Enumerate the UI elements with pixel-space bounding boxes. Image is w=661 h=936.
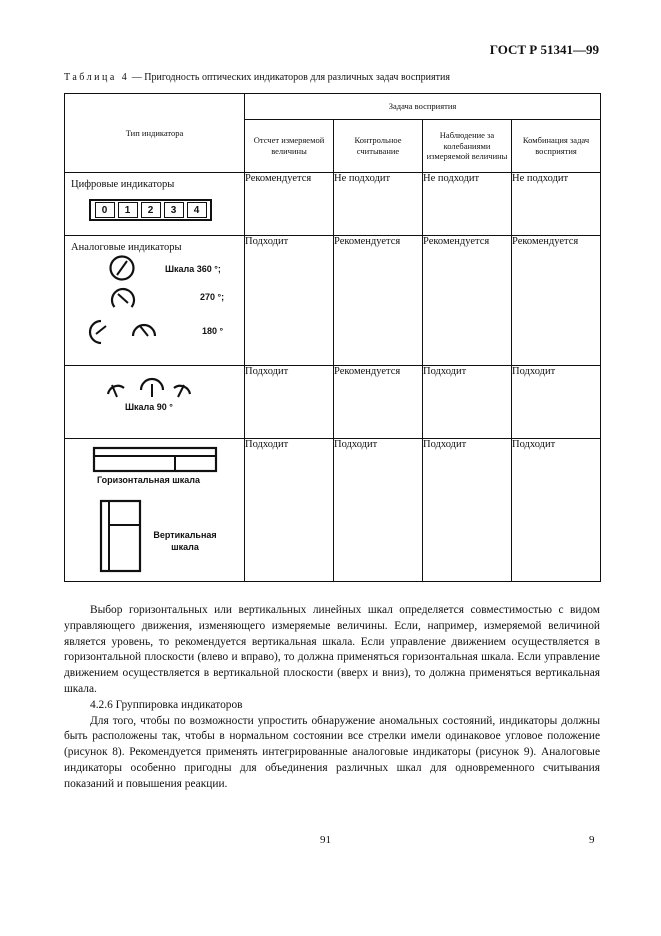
digit: 3 [164, 202, 184, 218]
suitability-cell: Подходит [245, 366, 334, 439]
header-task-combination: Комбинация задач восприятия [512, 120, 601, 173]
suitability-cell: Подходит [245, 236, 334, 366]
linear-scale-label: Горизонтальная шкала [97, 475, 200, 485]
digit: 4 [187, 202, 207, 218]
table-row [65, 173, 601, 236]
indicator-type-cell [65, 173, 245, 236]
indicator-type-cell [65, 439, 245, 582]
suitability-cell: Подходит [334, 439, 423, 582]
table-row [65, 236, 601, 366]
section-heading: 4.2.6 Группировка индикаторов [90, 698, 243, 711]
dial-scale-label: Шкала 90 ° [125, 402, 173, 412]
indicator-type-cell [65, 236, 245, 366]
header-task-monitoring: Наблюдение за колебаниями измеряемой величины [423, 120, 512, 173]
suitability-cell: Не подходит [334, 173, 423, 236]
table-row [65, 366, 601, 439]
table-caption [64, 72, 450, 83]
suitability-cell: Рекомендуется [423, 236, 512, 366]
digit: 2 [141, 202, 161, 218]
indicator-type-name: Цифровые индикаторы [71, 179, 175, 190]
header-perception-task: Задача восприятия [245, 94, 601, 120]
indicator-type-name: Аналоговые индикаторы [71, 242, 182, 253]
table-row [65, 439, 601, 582]
header-indicator-type: Тип индикатора [65, 94, 245, 173]
suitability-cell: Рекомендуется [334, 366, 423, 439]
suitability-cell: Рекомендуется [512, 236, 601, 366]
suitability-cell: Не подходит [423, 173, 512, 236]
linear-scales-icon [65, 439, 245, 579]
suitability-cell: Рекомендуется [245, 173, 334, 236]
suitability-cell: Подходит [512, 439, 601, 582]
suitability-cell: Не подходит [512, 173, 601, 236]
digit: 0 [95, 202, 115, 218]
digital-display-icon [89, 199, 212, 221]
paragraph: Выбор горизонтальных или вертикальных линейных шкал определяется совместимостью с видом управляющего движения, изменяющего измеряемые величины. Если, например, измеряемой величиной является уровень, то рекомендуется вертикальная шкала. Если управление движением осуществляется в горизонтальной плоскости (влево и вправо), то должна применяться горизонтальная шкала. Если управление движением осуществляется в вертикальной плоскости (вверх и вниз), то должна применяться вертикальная шкала. [64, 604, 600, 695]
dial-scale-label: 180 ° [202, 326, 224, 336]
header-task-check: Контрольное считывание [334, 120, 423, 173]
suitability-cell: Подходит [423, 439, 512, 582]
indicator-type-cell [65, 366, 245, 439]
table-caption-text: — Пригодность оптических индикаторов для различных задач восприятия [129, 72, 450, 83]
suitability-cell: Подходит [512, 366, 601, 439]
body-text [64, 603, 600, 793]
digit: 1 [118, 202, 138, 218]
suitability-cell: Подходит [245, 439, 334, 582]
page-number-center: 91 [320, 834, 331, 846]
header-task-reading: Отсчет измеряемой величины [245, 120, 334, 173]
dial-scale-label: 270 °; [200, 292, 225, 302]
suitability-cell: Подходит [423, 366, 512, 439]
vertical-scale-label-line2: шкала [171, 542, 199, 552]
linear-scale-label [145, 529, 225, 553]
dial-scale-label: Шкала 360 °; [165, 264, 221, 274]
page-number-right: 9 [589, 834, 595, 846]
paragraph: Для того, чтобы по возможности упростить обнаружение аномальных состояний, индикаторы должны быть расположены так, чтобы в нормальном состоянии все стрелки имели одинаковое угловое положение (рисунок 8). Рекомендуется применять интегрированные аналоговые индикаторы (рисунок 9). Аналоговые индикаторы особенно пригодны для объединения различных шкал для одновременного считывания показаний и повышения реакции. [64, 714, 600, 790]
table-caption-lead: Таблица 4 [64, 72, 130, 83]
suitability-cell: Рекомендуется [334, 236, 423, 366]
vertical-scale-label-line1: Вертикальная [153, 530, 217, 540]
document-number: ГОСТ Р 51341—99 [489, 42, 599, 57]
suitability-table [64, 93, 601, 582]
